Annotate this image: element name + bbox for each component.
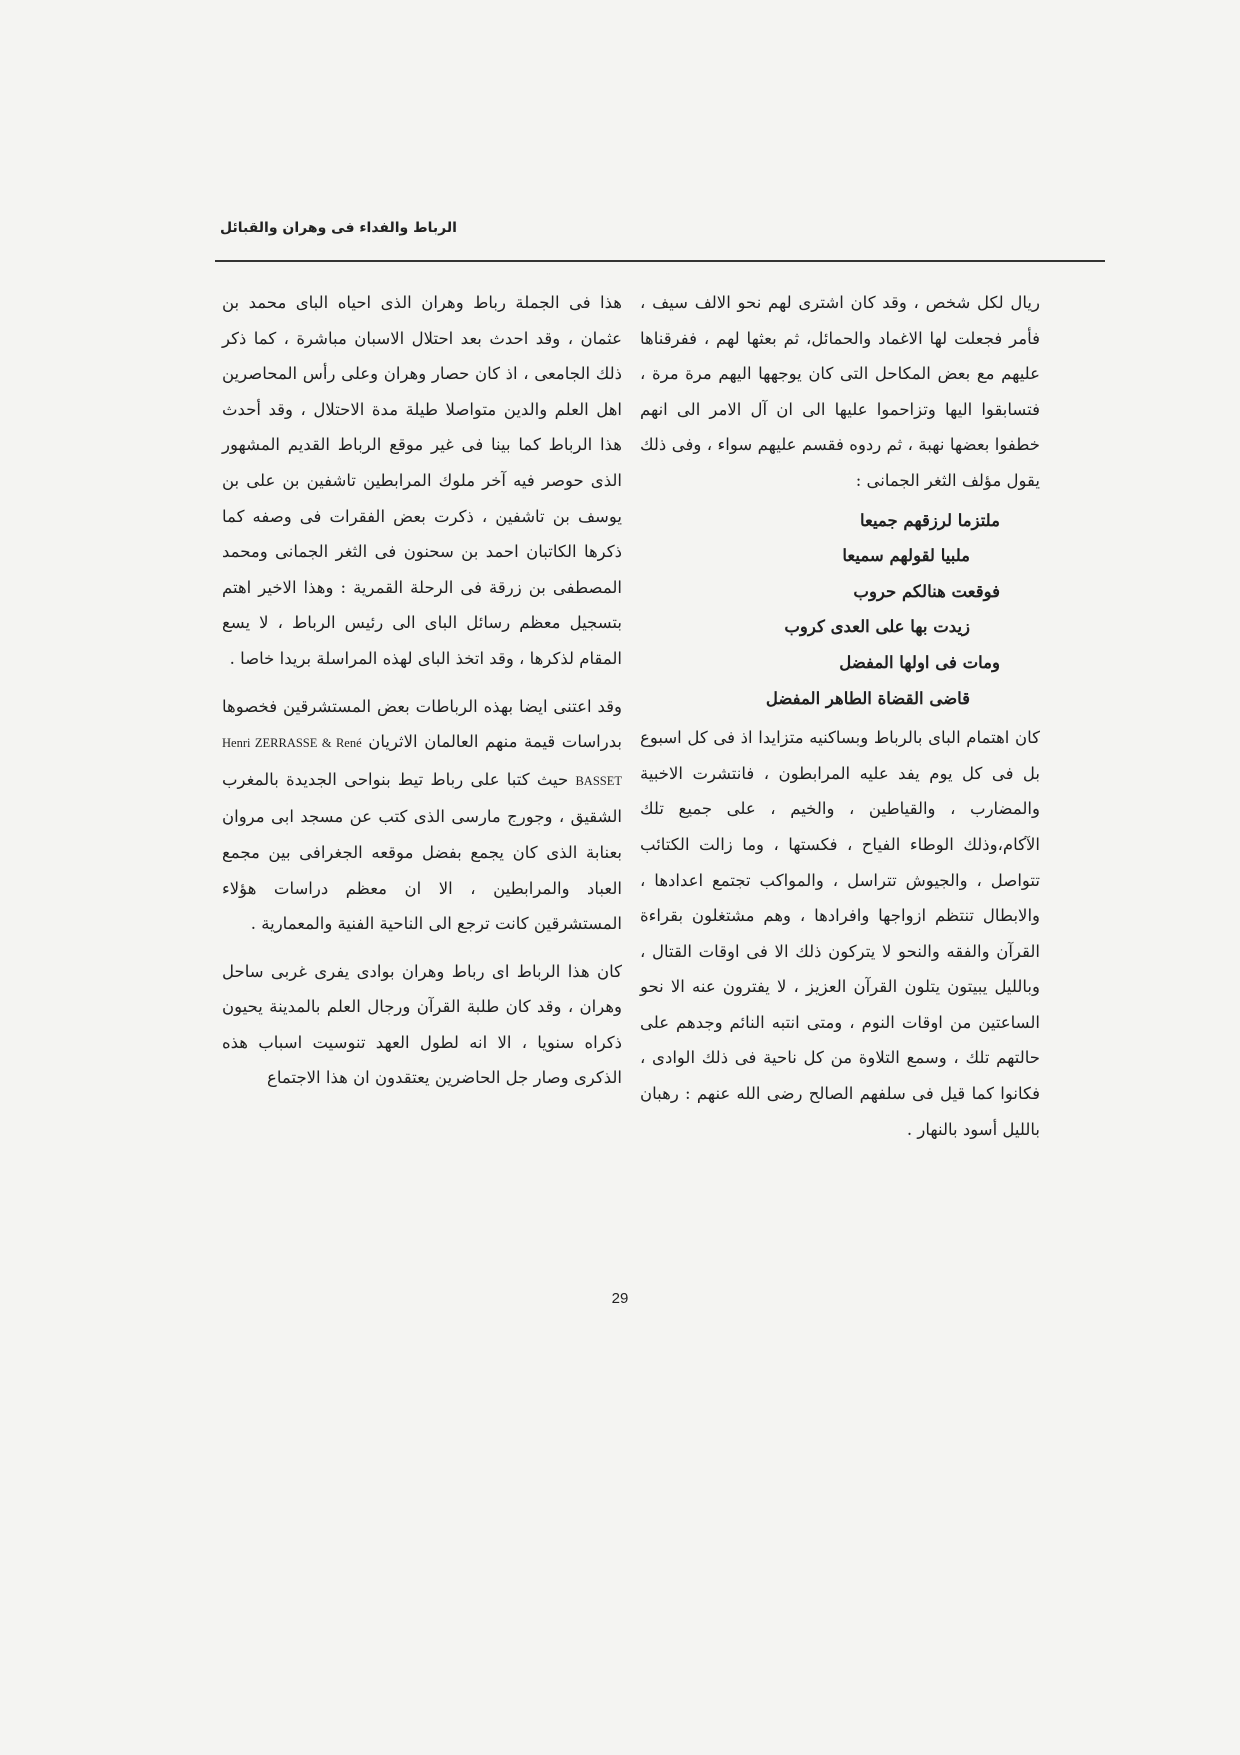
poem-line: فوقعت هنالكم حروب xyxy=(853,581,1000,601)
header-rule xyxy=(215,260,1105,262)
latin-author-names: Henri ZERRASSE & René BASSET xyxy=(222,736,622,788)
left-paragraph-2-start: وقد اعتنى ايضا بهذه الرباطات بعض المستشرقين فخصوها بدراسات قيمة منهم العالمان الاثريان xyxy=(222,696,622,752)
poem-line: ومات فى اولها المفضل xyxy=(839,652,1000,672)
left-paragraph-3: كان هذا الرباط اى رباط وهران بوادى يفرى غربى ساحل وهران ، وقد كان طلبة القرآن ورجال العلم بالمدينة يحيون ذكراه سنويا ، الا انه لطول العهد تنوسيت اسباب هذه الذكرى وصار جل الحاضرين يعتقدون ان هذا الاجتماع xyxy=(222,961,622,1088)
poem-line: قاضى القضاة الطاهر المفضل xyxy=(765,688,970,708)
poem-line: ملبيا لقولهم سميعا xyxy=(842,546,970,566)
page-number: 29 xyxy=(611,1290,629,1307)
running-header: الرباط والفداء فى وهران والقبائل xyxy=(220,220,457,236)
poem xyxy=(640,503,1040,717)
poem-line: ملتزما لرزقهم جميعا xyxy=(859,510,1000,530)
left-paragraph-1: هذا فى الجملة رباط وهران الذى احياه الباى محمد بن عثمان ، وقد احدث بعد احتلال الاسبان مباشرة ، كما ذكر ذلك الجامعى ، اذ كان حصار وهران وعلى رأس المحاصرين اهل العلم والدين متواصلا طيلة مدة الاحتلال ، وقد أحدث هذا الرباط كما بينا فى غير موقع الرباط القديم المشهور الذى حوصر فيه آخر ملوك المرابطين تاشفين بن على بن يوسف بن تاشفين ، ذكرت بعض الفقرات فى وصفه كما ذكرها الكاتبان احمد بن سحنون فى الثغر الجمانى ومحمد المصطفى بن زرقة فى الرحلة القمرية : وهذا الاخير اهتم بتسجيل معظم رسائل الباى الى رئيس الرباط ، لا يسع المقام لذكرها ، وقد اتخذ الباى لهذه المراسلة بريدا خاصا . xyxy=(222,293,622,668)
left-paragraph-2-end: حيث كتبا على رباط تيط بنواحى الجديدة بالمغرب الشقيق ، وجورج مارسى الذى كتب عن مسجد ابى مروان بعنابة الذى كان يجمع بفضل موقعه الجغرافى بين مجمع العباد والمرابطين ، الا ان معظم دراسات هؤلاء المستشرقين كانت ترجع الى الناحية الفنية والمعمارية . xyxy=(222,769,622,934)
right-column xyxy=(640,285,1040,1147)
left-column xyxy=(222,285,622,1096)
poem-line: زيدت بها على العدى كروب xyxy=(784,617,970,637)
left-paragraph-2 xyxy=(222,689,622,942)
right-paragraph-2: كان اهتمام الباى بالرباط وبساكنيه متزايدا اذ فى كل اسبوع بل فى كل يوم يفد عليه المرابطون ، فانتشرت الاخبية والمضارب ، والقياطين ، والخيم ، على جميع تلك الآكام،وذلك الوطاء الفياح ، فكستها ، وما زالت الكتائب تتواصل ، والجيوش تتراسل ، والمواكب تجتمع اعدادها ، والابطال تنتظم ازواجها وافرادها ، وهم مشتغلون بقراءة القرآن والفقه والنحو لا يتركون ذلك الا فى اوقات القتال ، وبالليل يبيتون يتلون القرآن العزيز ، لا يفترون عنه الا نحو الساعتين من اوقات النوم ، ومتى انتبه النائم وجدهم على حالتهم تلك ، وسمع التلاوة من كل ناحية فى ذلك الوادى ، فكانوا كما قيل فى سلفهم الصالح رضى الله عنهم : رهبان بالليل أسود بالنهار . xyxy=(640,728,1040,1139)
right-paragraph-1: ريال لكل شخص ، وقد كان اشترى لهم نحو الالف سيف ، فأمر فجعلت لها الاغماد والحمائل، ثم بعثها لهم ، ففرقناها عليهم مع بعض المكاحل التى كان يوجهها اليهم مرة مرة ، فتسابقوا اليها وتزاحموا عليها الى ان آل الامر الى انهم خطفوا بعضها نهبة ، ثم ردوه فقسم عليهم سواء ، وفى ذلك يقول مؤلف الثغر الجمانى : xyxy=(640,293,1040,490)
